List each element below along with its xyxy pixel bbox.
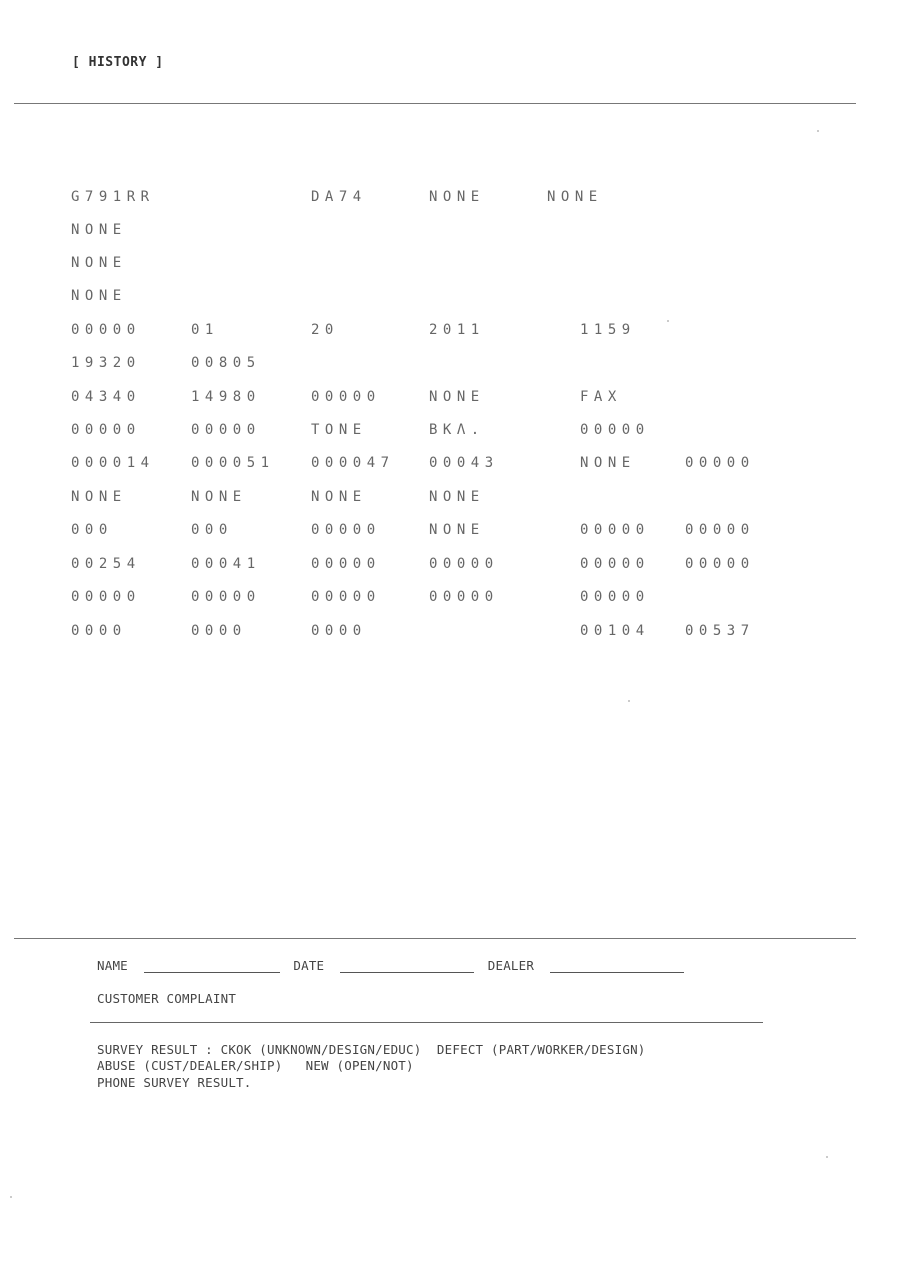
data-cell: 14980 (191, 389, 261, 405)
data-cell: NONE (71, 288, 127, 304)
data-cell: 00000 (191, 589, 261, 605)
data-cell: 00805 (191, 355, 261, 371)
data-cell: 00000 (685, 455, 755, 471)
data-cell: 19320 (71, 355, 141, 371)
data-cell: 00000 (580, 556, 650, 572)
data-row (0, 623, 900, 647)
customer-complaint-label: CUSTOMER COMPLAINT (97, 991, 237, 1006)
data-cell: 0000 (191, 623, 247, 639)
data-cell: 00000 (71, 589, 141, 605)
data-cell: 20 (311, 322, 339, 338)
data-cell: NONE (71, 222, 127, 238)
data-cell: G791RR (71, 189, 155, 205)
data-cell: NONE (71, 489, 127, 505)
data-cell: 00000 (311, 589, 381, 605)
data-row (0, 455, 900, 479)
data-cell: 00104 (580, 623, 650, 639)
data-cell: 0000 (71, 623, 127, 639)
data-cell: NONE (429, 389, 485, 405)
scan-speck (826, 1156, 828, 1158)
scan-speck (10, 1196, 12, 1198)
data-cell: NONE (429, 522, 485, 538)
data-row (0, 556, 900, 580)
data-row (0, 189, 900, 213)
data-cell: 00000 (429, 556, 499, 572)
data-row (0, 489, 900, 513)
data-cell: DA74 (311, 189, 367, 205)
data-cell: 1159 (580, 322, 636, 338)
data-cell: 00000 (580, 589, 650, 605)
survey-abuse-line: ABUSE (CUST/DEALER/SHIP) NEW (OPEN/NOT) (97, 1058, 414, 1073)
scan-speck (628, 700, 630, 702)
data-row (0, 288, 900, 312)
data-cell: 00537 (685, 623, 755, 639)
scan-speck (817, 130, 819, 132)
survey-result-line: SURVEY RESULT : CKOK (UNKNOWN/DESIGN/EDUC) DEFECT (PART/WORKER/DESIGN) (97, 1042, 646, 1057)
data-cell: NONE (429, 189, 485, 205)
footer-divider (14, 938, 856, 939)
data-cell: 00000 (685, 556, 755, 572)
data-cell: NONE (580, 455, 636, 471)
complaint-line[interactable] (90, 1022, 763, 1023)
data-row (0, 222, 900, 246)
data-cell: 00000 (311, 522, 381, 538)
data-cell: 00000 (311, 389, 381, 405)
data-cell: FAX (580, 389, 622, 405)
data-cell: TONE (311, 422, 367, 438)
data-cell: 00000 (685, 522, 755, 538)
data-cell: NONE (547, 189, 603, 205)
name-label: NAME (97, 958, 128, 973)
data-cell: NONE (71, 255, 127, 271)
data-cell: NONE (311, 489, 367, 505)
phone-survey-line: PHONE SURVEY RESULT. (97, 1075, 252, 1090)
scan-speck (667, 320, 669, 322)
data-row (0, 589, 900, 613)
data-cell: 000014 (71, 455, 155, 471)
data-cell: 00041 (191, 556, 261, 572)
data-cell: 000 (71, 522, 113, 538)
data-cell: 0000 (311, 623, 367, 639)
data-cell: NONE (191, 489, 247, 505)
data-cell: 000 (191, 522, 233, 538)
data-cell: 00000 (580, 422, 650, 438)
data-cell: 000047 (311, 455, 395, 471)
data-cell: 00043 (429, 455, 499, 471)
data-cell: 00000 (71, 422, 141, 438)
data-cell: 00000 (71, 322, 141, 338)
data-row (0, 389, 900, 413)
data-cell: 00000 (429, 589, 499, 605)
data-cell: BKΛ. (429, 422, 485, 438)
data-row (0, 522, 900, 546)
data-row (0, 322, 900, 346)
name-field[interactable] (144, 960, 280, 973)
history-title: [ HISTORY ] (72, 55, 164, 70)
date-label: DATE (293, 958, 325, 973)
data-cell: NONE (429, 489, 485, 505)
data-row (0, 255, 900, 279)
data-cell: 04340 (71, 389, 141, 405)
data-cell: 00000 (191, 422, 261, 438)
data-row (0, 422, 900, 446)
data-cell: 2011 (429, 322, 485, 338)
data-cell: 00000 (580, 522, 650, 538)
date-field[interactable] (340, 960, 474, 973)
dealer-field[interactable] (550, 960, 684, 973)
data-cell: 000051 (191, 455, 275, 471)
data-cell: 00254 (71, 556, 141, 572)
data-row (0, 355, 900, 379)
dealer-label: DEALER (487, 958, 535, 973)
signature-line (97, 958, 684, 973)
data-cell: 01 (191, 322, 219, 338)
data-cell: 00000 (311, 556, 381, 572)
